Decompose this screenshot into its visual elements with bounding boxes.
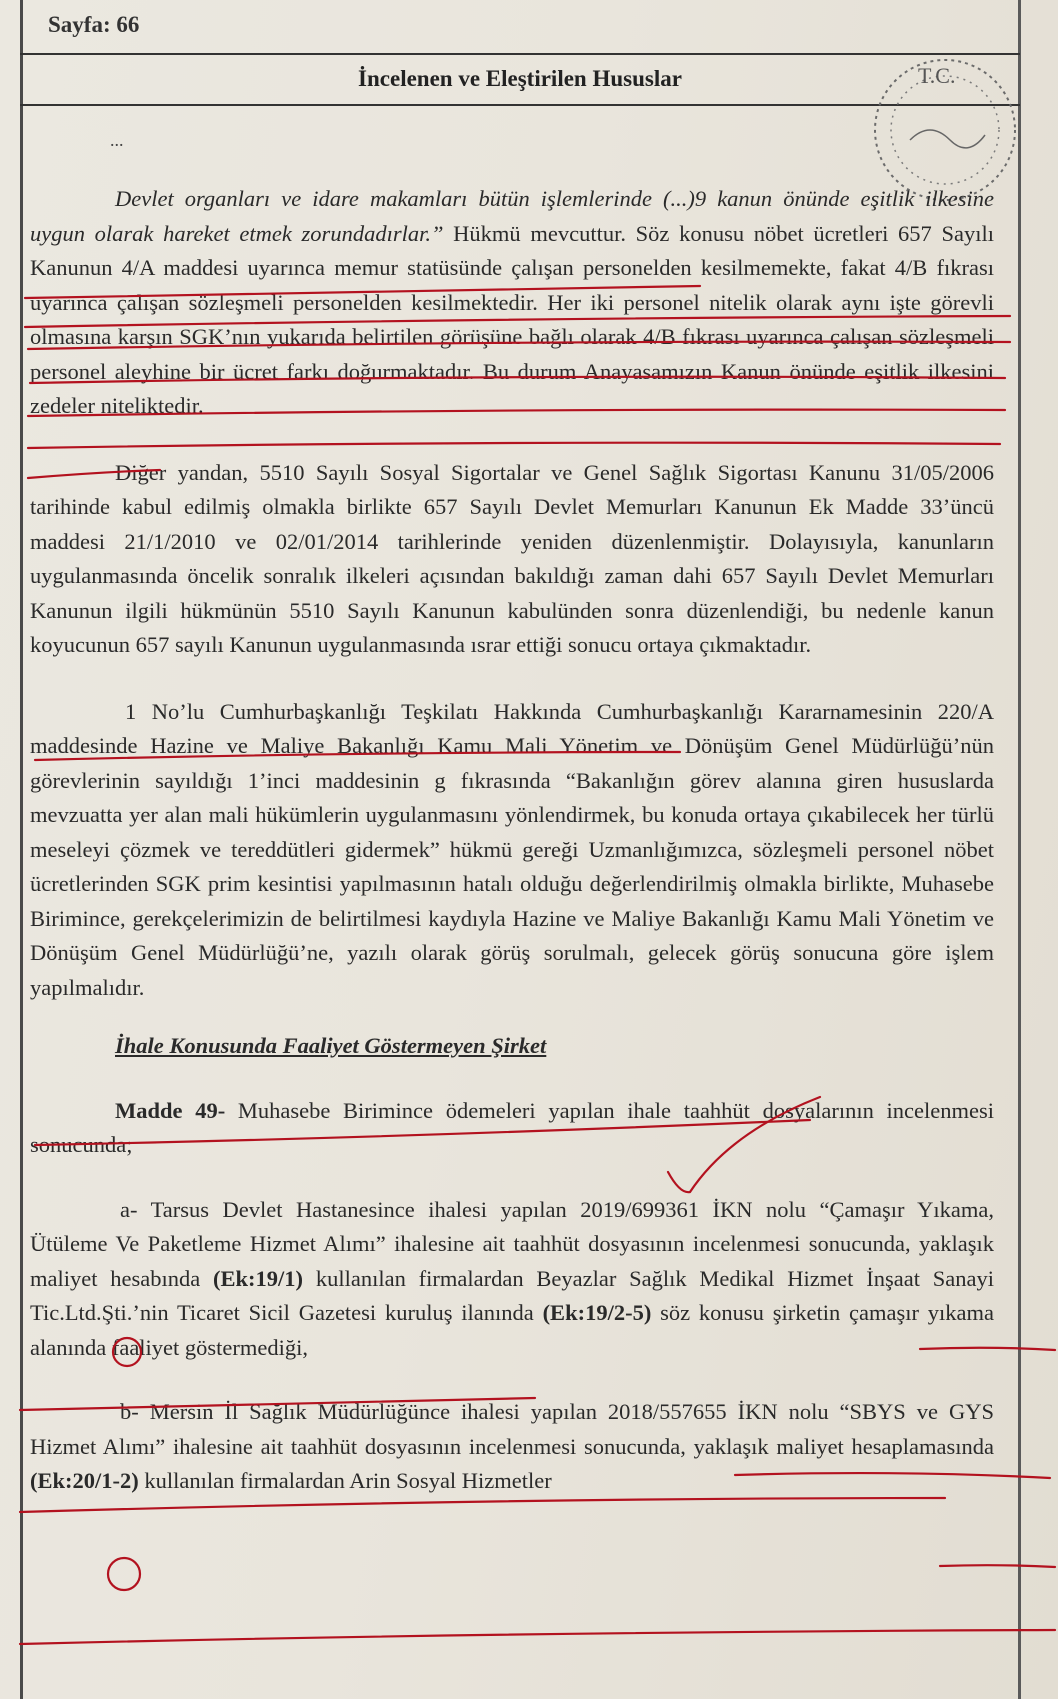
circle-mark-b-icon — [108, 1558, 140, 1590]
underline-13 — [20, 1498, 945, 1512]
underline-1 — [25, 286, 700, 298]
item-a-text-3: söz konusu şirketin çamaşır yıkama alanında faaliyet göstermediği, — [30, 1300, 994, 1360]
underline-15 — [20, 1630, 1055, 1644]
underline-2 — [25, 316, 1010, 327]
underline-3 — [28, 342, 1010, 349]
underline-14 — [940, 1565, 1055, 1567]
item-b-text-1: b- Mersin İl Sağlık Müdürlüğünce ihalesi yapılan 2018/557655 İKN nolu “SBYS ve GYS Hizmet Alımı” ihalesine ait taahhüt dosyasının incelenmesi sonucunda, yaklaşık maliyet hesaplamasında — [30, 1399, 994, 1459]
page-number: Sayfa: 66 — [48, 12, 140, 37]
checkmark-icon — [668, 1097, 820, 1192]
constitution-quote: Devlet organları ve idare makamları bütün işlemlerinde (...)9 kanun önünde eşitlik ilkesine uygun olarak hareket etmek zorundadırlar.” — [30, 186, 994, 246]
stamp-text: T.C. — [918, 63, 956, 88]
item-a-text-2: kullanılan firmalardan Beyazlar Sağlık Medikal Hizmet İnşaat Sanayi Tic.Ltd.Şti.’nin Ticaret Sicil Gazetesi kuruluş ilanında — [30, 1265, 994, 1325]
annex-ref-19-1: (Ek:19/1) — [213, 1265, 304, 1291]
section-subheading: İhale Konusunda Faaliyet Göstermeyen Şirket — [115, 1033, 547, 1058]
annex-ref-19-2-5: (Ek:19/2-5) — [542, 1300, 652, 1325]
paragraph-presidential-decree: 1 No’lu Cumhurbaşkanlığı Teşkilatı Hakkında Cumhurbaşkanlığı Kararnamesinin 220/A maddesinde Hazine ve Maliye Bakanlığı Kamu Mali Yönetim ve Dönüşüm Genel Müdürlüğü’nün görevlerinin sayıldığı 1’inci maddesinin g fıkrasında “Bakanlığın görev alanına giren hususlarda mevzuatta yer alan mali hükümlerin uygulanmasını yönlendirmek, bu konuda ortaya çıkabilecek her türlü meseleyi çözmek ve tereddütleri gidermek” hükmü gereği Uzmanlığımızca, sözleşmeli personel nöbet ücretlerinden SGK prim kesintisi yapılmasının hatalı olduğu değerlendirilmiş olmakla birlikte, Muhasebe Birimince, gerekçelerimizin de belirtilmesi kaydıyla Hazine ve Maliye Bakanlığı Kamu Mali Yönetim ve Dönüşüm Genel Müdürlüğü’ne, yazılı olarak görüş sorulmalı, gelecek görüş sonucuna göre işlem yapılmalıdır. — [30, 698, 994, 1000]
underline-6 — [28, 443, 1000, 448]
quote-continuation-mark: ... — [110, 130, 124, 150]
article-label: Madde 49- — [115, 1097, 226, 1123]
underline-4 — [30, 377, 1005, 383]
underline-9 — [35, 1120, 810, 1145]
underline-5 — [28, 410, 1005, 416]
paragraph-law-precedence: Diğer yandan, 5510 Sayılı Sosyal Sigortalar ve Genel Sağlık Sigortası Kanunu 31/05/2006 tarihinde kabul edilmiş olmakla birlikte 657 Sayılı Devlet Memurları Kanunun Ek Madde 33’üncü maddesi 21/1/2010 ve 02/01/2014 tarihlerinde yeniden düzenlenmiştir. Dolayısıyla, kanunların uygulanmasında öncelik sonralık ilkeleri açısından bakıldığı zaman dahi 657 Sayılı Devlet Memurları Kanunun ilgili hükmünün 5510 Sayılı Kanunun kabulünden sonra düzenlendiği, bu nedenle kanun koyucunun 657 sayılı Kanunun uygulanmasında ısrar ettiği sonucu ortaya çıkmaktadır. — [30, 459, 994, 657]
item-a-text-1: a- Tarsus Devlet Hastanesince ihalesi yapılan 2019/699361 İKN nolu “Çamaşır Yıkama, Ütüleme Ve Paketleme Hizmet Alımı” ihalesine ait taahhüt dosyasının incelenmesi sonucunda, yaklaşık maliyet hesabında — [30, 1196, 994, 1291]
circle-mark-a-icon — [113, 1338, 141, 1366]
paragraph-1-text: Hükmü mevcuttur. Söz konusu nöbet ücretleri 657 Sayılı Kanunun 4/A maddesi uyarınca memur statüsünde çalışan personelden kesilmemekte, fakat 4/B fıkrası uyarınca çalışan sözleşmeli personelden kesilmektedir. Her iki personel nitelik olarak aynı işte görevli olmasına karşın SGK’nın yukarıda belirtilen görüşüne bağlı olarak 4/B fıkrası uyarınca çalışan sözleşmeli personel aleyhine bir ücret farkı doğurmaktadır. Bu durum Anayasamızın Kanun önünde eşitlik ilkesini zedeler niteliktedir. — [30, 220, 994, 418]
item-b-text-2: kullanılan firmalardan Arin Sosyal Hizmetler — [138, 1468, 552, 1493]
underline-12 — [735, 1473, 1050, 1478]
underline-11 — [20, 1398, 535, 1410]
underline-7 — [28, 470, 160, 478]
annex-ref-20-1-2: (Ek:20/1-2) — [30, 1468, 139, 1493]
page-title: İncelenen ve Eleştirilen Hususlar — [358, 66, 682, 91]
underline-10 — [920, 1348, 1055, 1350]
underline-8 — [35, 752, 680, 760]
article-49-text: Muhasebe Birimince ödemeleri yapılan ihale taahhüt dosyalarının incelenmesi sonucunda; — [30, 1097, 994, 1157]
